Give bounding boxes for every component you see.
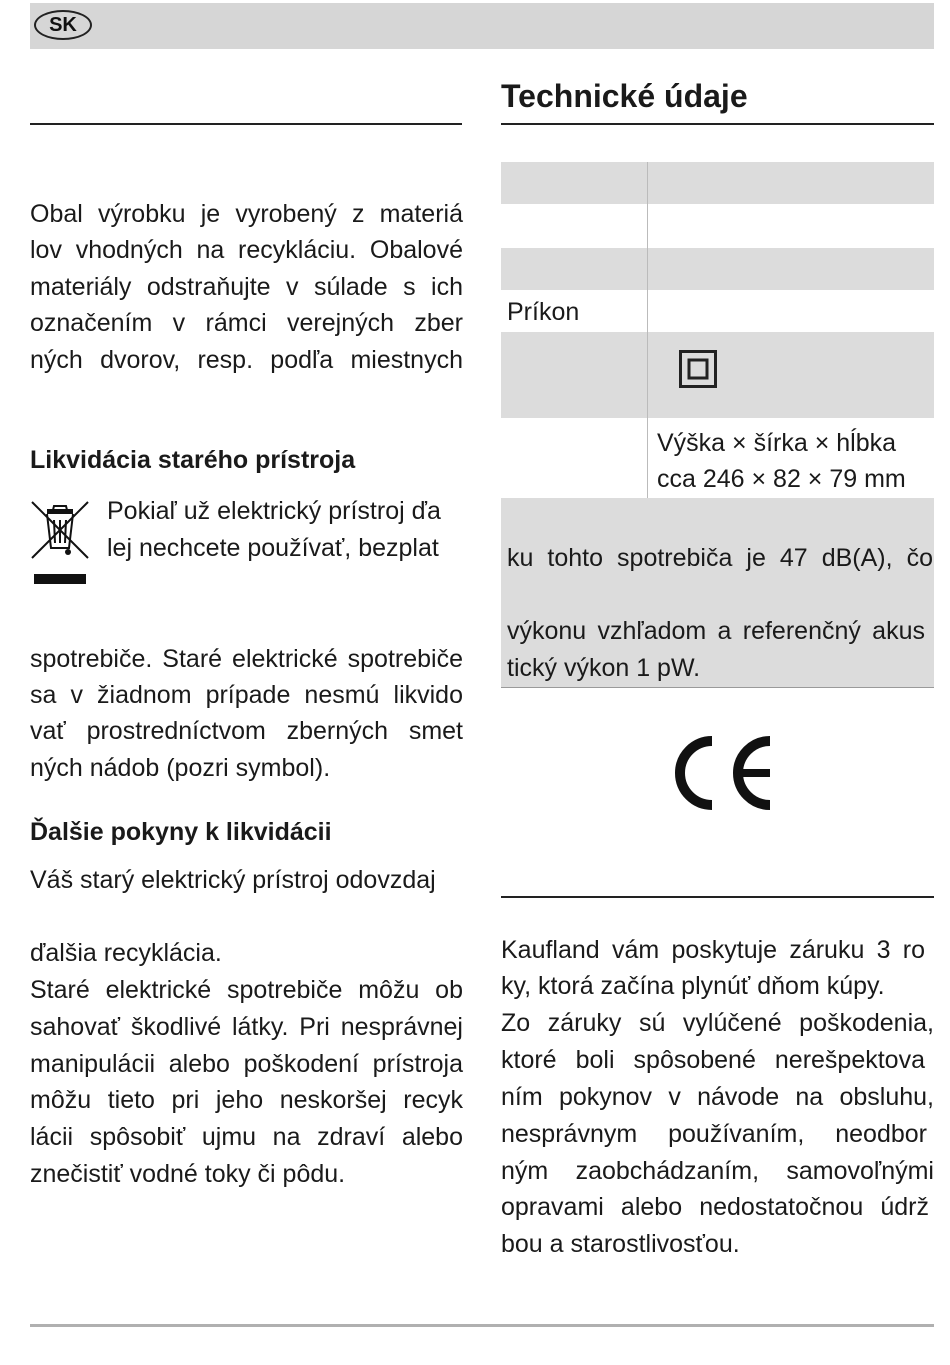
protection-class-ii-icon bbox=[679, 350, 717, 388]
text-line: ných nádob (pozri symbol). bbox=[30, 754, 331, 782]
text-line: lácii spôsobiť ujmu na zdraví alebo bbox=[30, 1123, 463, 1151]
text-line: označením v rámci verejných zber bbox=[30, 309, 463, 337]
text-line: lov vhodných na recykláciu. Obalové bbox=[30, 236, 463, 264]
weee-bin-icon bbox=[30, 498, 90, 588]
text-line: materiály odstraňujte v súlade s ich bbox=[30, 273, 463, 301]
further-disposal-heading: Ďalšie pokyny k likvidácii bbox=[30, 818, 332, 846]
text-line: môžu tieto pri jeho neskoršej recyk bbox=[30, 1086, 463, 1114]
table-column-divider bbox=[647, 162, 648, 498]
disposal-heading: Likvidácia starého prístroja bbox=[30, 446, 356, 474]
text-line: sa v žiadnom prípade nesmú likvido bbox=[30, 681, 463, 709]
left-section-rule bbox=[30, 123, 462, 125]
table-row bbox=[501, 162, 934, 204]
text-line: bou a starostlivosťou. bbox=[501, 1230, 740, 1258]
text-line: lej nechcete používať, bezplat bbox=[107, 534, 439, 562]
text-line: ky, ktorá začína plynúť dňom kúpy. bbox=[501, 972, 885, 1000]
text-line: ku tohto spotrebiča je 47 dB(A), čo bbox=[507, 544, 933, 572]
table-row bbox=[501, 332, 934, 418]
text-line: tický výkon 1 pW. bbox=[507, 654, 701, 682]
text-line: opravami alebo nedostatočnou údrž bbox=[501, 1193, 929, 1221]
text-line: výkonu vzhľadom a referenčný akus bbox=[507, 617, 925, 645]
spec-value-dimensions-line: Výška × šírka × hĺbka bbox=[657, 429, 897, 457]
text-line: Váš starý elektrický prístroj odovzdaj bbox=[30, 866, 436, 894]
title-rule bbox=[501, 123, 934, 125]
language-badge: SK bbox=[34, 10, 92, 40]
table-row bbox=[501, 248, 934, 290]
page-title: Technické údaje bbox=[501, 78, 748, 114]
text-line: Zo záruky sú vylúčené poškodenia, bbox=[501, 1009, 934, 1037]
text-line: vať prostredníctvom zberných smet bbox=[30, 717, 463, 745]
text-line: znečistiť vodné toky či pôdu. bbox=[30, 1160, 346, 1188]
footer-rule bbox=[30, 1324, 934, 1327]
text-line: ných dvorov, resp. podľa miestnych bbox=[30, 346, 463, 374]
text-line: ktoré boli spôsobené nerešpektova bbox=[501, 1046, 925, 1074]
text-line: ním pokynov v návode na obsluhu, bbox=[501, 1083, 934, 1111]
text-line: Staré elektrické spotrebiče môžu ob bbox=[30, 976, 463, 1004]
warranty-rule bbox=[501, 896, 934, 898]
spec-label-power: Príkon bbox=[507, 298, 580, 326]
text-line: ďalšia recyklácia. bbox=[30, 939, 222, 967]
text-line: spotrebiče. Staré elektrické spotrebiče bbox=[30, 645, 463, 673]
text-line: Obal výrobku je vyrobený z materiá bbox=[30, 200, 463, 228]
text-line: manipulácii alebo poškodení prístroja bbox=[30, 1050, 463, 1078]
spec-value-dimensions-line: cca 246 × 82 × 79 mm bbox=[657, 465, 906, 493]
text-line: sahovať škodlivé látky. Pri nesprávnej bbox=[30, 1013, 463, 1041]
text-line: nesprávnym používaním, neodbor bbox=[501, 1120, 927, 1148]
text-line: Kaufland vám poskytuje záruku 3 ro bbox=[501, 936, 925, 964]
header-bar bbox=[30, 3, 934, 49]
ce-mark-icon bbox=[662, 732, 776, 814]
text-line: Pokiaľ už elektrický prístroj ďa bbox=[107, 497, 441, 525]
text-line: ným zaobchádzaním, samovoľnými bbox=[501, 1157, 934, 1185]
